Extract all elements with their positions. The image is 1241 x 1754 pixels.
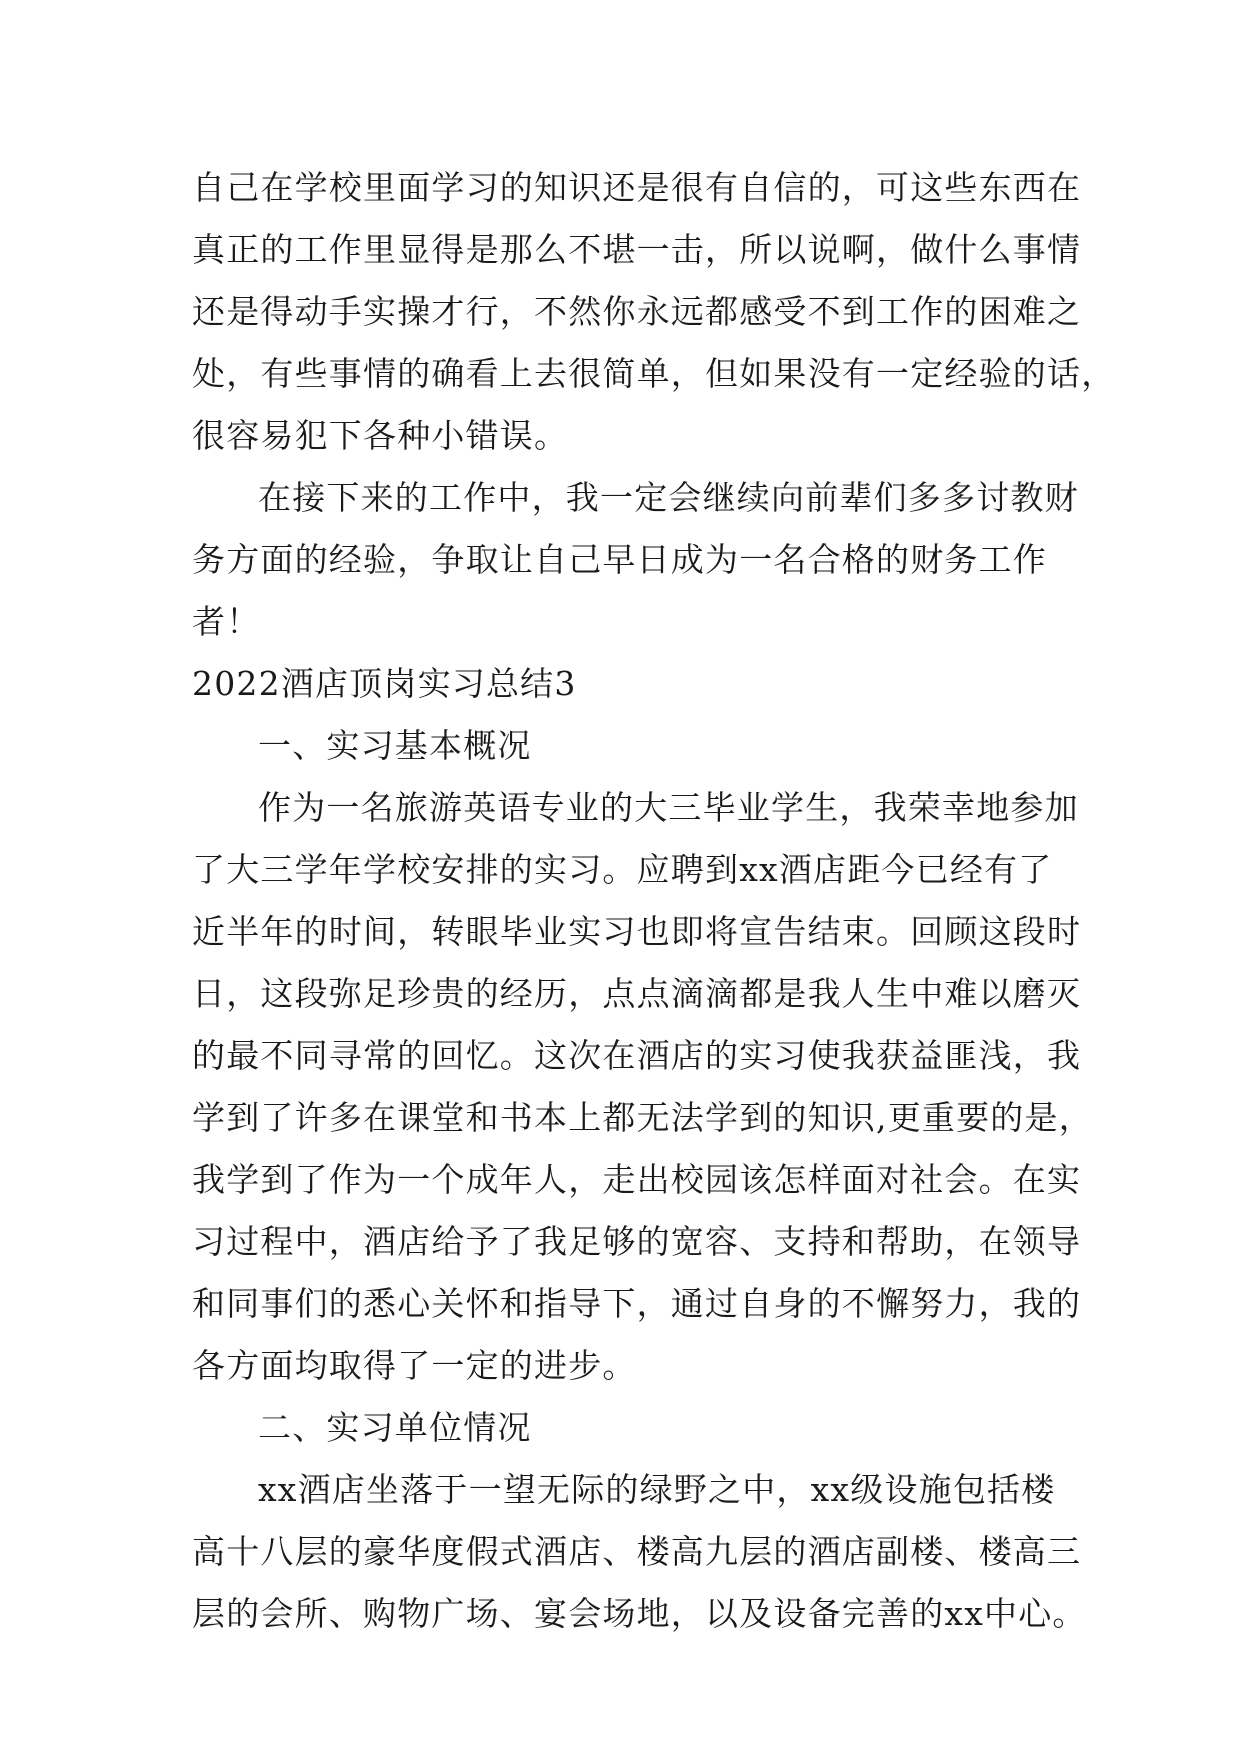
text-line: 处，有些事情的确看上去很简单，但如果没有一定经验的话， [192,354,1116,393]
document-body [192,157,1116,1645]
text-line: 高十八层的豪华度假式酒店、楼高九层的酒店副楼、楼高三 [192,1532,1082,1571]
text-line: 还是得动手实操才行，不然你永远都感受不到工作的困难之 [192,292,1082,331]
text-line: 近半年的时间，转眼毕业实习也即将宣告结束。回顾这段时 [192,912,1082,951]
section-heading: 二、实习单位情况 [258,1408,532,1447]
section-heading: 一、实习基本概况 [258,726,532,765]
text-line: 的最不同寻常的回忆。这次在酒店的实习使我获益匪浅，我 [192,1036,1082,1075]
text-line: 我学到了作为一个成年人，走出校园该怎样面对社会。在实 [192,1160,1082,1199]
text-line: 务方面的经验，争取让自己早日成为一名合格的财务工作 [192,540,1047,579]
text-line: 各方面均取得了一定的进步。 [192,1346,637,1385]
paragraph-start-line: xx酒店坐落于一望无际的绿野之中，xx级设施包括楼 [258,1470,1056,1509]
text-line: 自己在学校里面学习的知识还是很有自信的，可这些东西在 [192,168,1082,207]
text-line: 和同事们的悉心关怀和指导下，通过自身的不懈努力，我的 [192,1284,1082,1323]
text-line: 了大三学年学校安排的实习。应聘到xx酒店距今已经有了 [192,850,1053,889]
text-line: 习过程中，酒店给予了我足够的宽容、支持和帮助，在领导 [192,1222,1082,1261]
text-line: 学到了许多在课堂和书本上都无法学到的知识,更重要的是， [192,1098,1093,1137]
text-line: 真正的工作里显得是那么不堪一击，所以说啊，做什么事情 [192,230,1082,269]
section-title: 2022酒店顶岗实习总结3 [192,664,577,703]
paragraph-start-line: 在接下来的工作中，我一定会继续向前辈们多多讨教财 [258,478,1079,517]
paragraph-start-line: 作为一名旅游英语专业的大三毕业学生，我荣幸地参加 [258,788,1079,827]
text-line: 日，这段弥足珍贵的经历，点点滴滴都是我人生中难以磨灭 [192,974,1082,1013]
text-line: 层的会所、购物广场、宴会场地，以及设备完善的xx中心。 [192,1594,1087,1633]
text-line: 者！ [192,602,261,641]
text-line: 很容易犯下各种小错误。 [192,416,569,455]
